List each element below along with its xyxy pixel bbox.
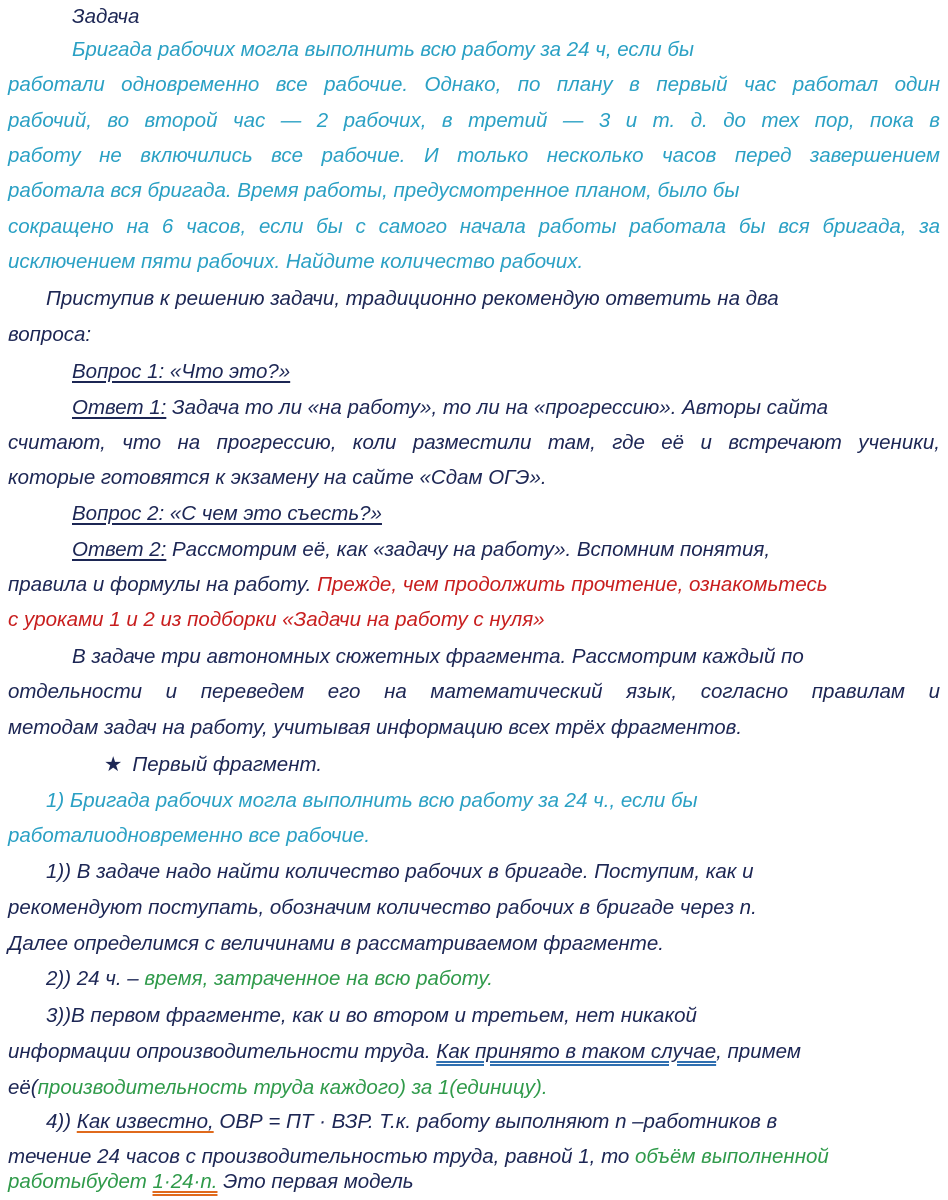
step-1-line: Далее определимся с величинами в рассматриваемом фрагменте. bbox=[8, 932, 664, 955]
volume-phrase: объём выполненной bbox=[635, 1145, 829, 1168]
problem-line: работали одновременно все рабочие. Однако, по плану в первый час работал один bbox=[8, 73, 940, 96]
step-1-line: рекомендуют поступать, обозначим количество рабочих в бригаде через n. bbox=[8, 896, 757, 919]
step-3-line: 3))В первом фрагменте, как и во втором и третьем, нет никакой bbox=[46, 1004, 697, 1027]
convention-phrase: Как принято в таком случае bbox=[436, 1040, 717, 1063]
known-phrase: Как известно, bbox=[76, 1110, 214, 1133]
fragment-quote: 1) Бригада рабочих могла выполнить всю работу за 24 ч., если бы bbox=[46, 789, 698, 812]
lesson-link-note: Прежде, чем продолжить прочтение, ознакомьтесь bbox=[317, 573, 828, 596]
question-2: Вопрос 2: «С чем это съесть?» bbox=[72, 502, 382, 525]
answer-2-text: правила и формулы на работу. bbox=[8, 573, 318, 596]
fragments-line: отдельности и переведем его на математический язык, согласно правилам и bbox=[8, 680, 940, 703]
problem-line: работала вся бригада. Время работы, предусмотренное планом, было бы bbox=[8, 179, 740, 202]
step-3-line bbox=[8, 1073, 548, 1103]
problem-line: Бригада рабочих могла выполнить всю работу за 24 ч, если бы bbox=[72, 38, 694, 61]
first-model-label: Это первая модель bbox=[217, 1170, 414, 1193]
lesson-link-note: с уроками 1 и 2 из подборки «Задачи на работу с нуля» bbox=[8, 608, 545, 631]
step-3-text: , примем bbox=[716, 1040, 801, 1063]
step-2-line bbox=[46, 964, 493, 994]
heading-text: Первый фрагмент. bbox=[132, 753, 323, 776]
step-4-line bbox=[8, 1167, 414, 1197]
problem-line: сокращено на 6 часов, если бы с самого начала работы работала бы вся бригада, за bbox=[8, 215, 940, 238]
task-title: Задача bbox=[72, 5, 140, 28]
step-4-line bbox=[46, 1107, 777, 1137]
step-4-text: течение 24 часов с производительностью труда, равной 1, то bbox=[8, 1145, 636, 1168]
fragments-line: методам задач на работу, учитывая информацию всех трёх фрагментов. bbox=[8, 716, 743, 739]
question-1: Вопрос 1: «Что это?» bbox=[72, 360, 291, 383]
fragment-quote: работалиодновременно все рабочие. bbox=[8, 824, 371, 847]
first-fragment-heading bbox=[104, 750, 322, 780]
step-2-prefix: 2)) 24 ч. – bbox=[46, 967, 145, 990]
problem-line: рабочий, во второй час — 2 рабочих, в третий — 3 и т. д. до тех пор, пока в bbox=[8, 109, 940, 132]
step-4-prefix: 4)) bbox=[46, 1110, 77, 1133]
step-3-text: её( bbox=[8, 1076, 38, 1099]
problem-line: работу не включились все рабочие. И только несколько часов перед завершением bbox=[8, 144, 940, 167]
first-model-expression: 1·24·n. bbox=[152, 1170, 218, 1193]
step-1-line: 1)) В задаче надо найти количество рабочих в бригаде. Поступим, как и bbox=[46, 860, 754, 883]
answer-2-line bbox=[72, 535, 770, 565]
step-3-text: информации опроизводительности труда. bbox=[8, 1040, 437, 1063]
step-3-line bbox=[8, 1037, 801, 1067]
answer-2-label: Ответ 2: bbox=[72, 538, 167, 561]
star-icon: ★ bbox=[104, 753, 123, 776]
step-2-definition: время, затраченное на всю работу. bbox=[144, 967, 493, 990]
intro-line: Приступив к решению задачи, традиционно рекомендую ответить на два bbox=[46, 287, 779, 310]
problem-line: исключением пяти рабочих. Найдите количество рабочих. bbox=[8, 250, 584, 273]
intro-line: вопроса: bbox=[8, 323, 92, 346]
answer-1-line: которые готовятся к экзамену на сайте «Сдам ОГЭ». bbox=[8, 466, 547, 489]
answer-1-text: Задача то ли «на работу», то ли на «прогрессию». Авторы сайта bbox=[166, 396, 828, 419]
volume-phrase: работыбудет bbox=[8, 1170, 153, 1193]
answer-1-line: считают, что на прогрессию, коли разместили там, где её и встречают ученики, bbox=[8, 431, 940, 454]
answer-2-line bbox=[8, 570, 828, 600]
answer-1-label: Ответ 1: bbox=[72, 396, 167, 419]
fragments-line: В задаче три автономных сюжетных фрагмента. Рассмотрим каждый по bbox=[72, 645, 804, 668]
answer-2-text: Рассмотрим её, как «задачу на работу». Вспомним понятия, bbox=[166, 538, 771, 561]
answer-1-line bbox=[72, 393, 828, 423]
work-formula: ОВР = ПТ · ВЗР. Т.к. работу выполняют n –работников в bbox=[213, 1110, 778, 1133]
productivity-assumption: производительность труда каждого) за 1(единицу). bbox=[37, 1076, 548, 1099]
